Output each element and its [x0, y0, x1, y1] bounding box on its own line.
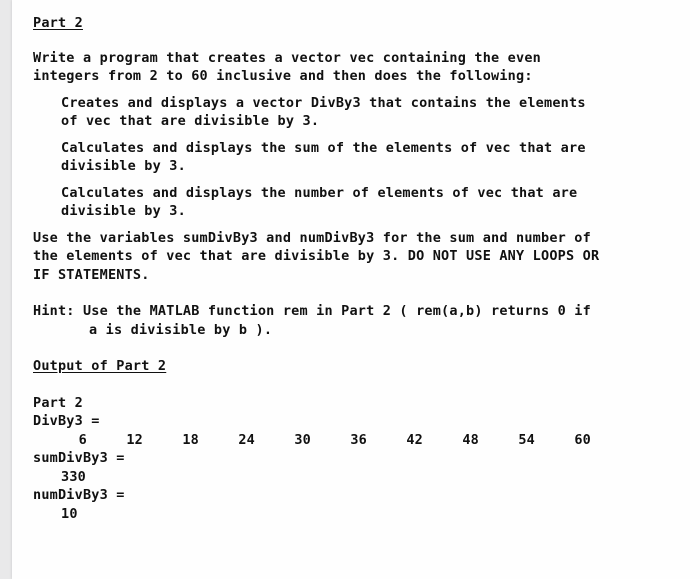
note-line: IF STATEMENTS.: [33, 266, 150, 283]
document-page: [12, 0, 700, 579]
hint-line: Hint: Use the MATLAB function rem in Part 2 ( rem(a,b) returns 0 if: [33, 303, 591, 319]
note-line: Use the variables sumDivBy3 and numDivBy3 for the sum and number of: [33, 229, 591, 246]
task-line: divisible by 3.: [61, 158, 186, 174]
output-block: [33, 394, 683, 524]
hint-line: a is divisible by b ).: [89, 321, 273, 338]
task-item: [33, 94, 683, 131]
sum-value: 330: [61, 468, 86, 485]
intro-line: Write a program that creates a vector vec containing the even: [33, 49, 541, 66]
intro-line: integers from 2 to 60 inclusive and then does the following:: [33, 68, 533, 84]
divby3-value: 6: [78, 431, 87, 448]
divby3-value: 12: [126, 431, 143, 448]
hint: [33, 302, 683, 339]
task-line: of vec that are divisible by 3.: [61, 113, 320, 129]
output-heading: Output of Part 2: [33, 358, 167, 374]
divby3-value: 54: [518, 431, 535, 448]
output-part-line: Part 2: [33, 394, 83, 411]
divby3-value: 18: [182, 431, 199, 448]
task-line: Creates and displays a vector DivBy3 that contains the elements: [61, 94, 586, 111]
num-value: 10: [61, 505, 78, 522]
task-item: [33, 184, 683, 221]
note-line: the elements of vec that are divisible by 3. DO NOT USE ANY LOOPS OR: [33, 248, 600, 264]
task-line: Calculates and displays the sum of the elements of vec that are: [61, 139, 586, 156]
part-title: Part 2: [33, 15, 83, 31]
task-item: [33, 139, 683, 176]
task-line: divisible by 3.: [61, 203, 186, 219]
num-label: numDivBy3 =: [33, 487, 125, 503]
divby3-value: 60: [574, 431, 591, 448]
divby3-value: 36: [350, 431, 367, 448]
divby3-label: DivBy3 =: [33, 413, 100, 429]
divby3-value: 30: [294, 431, 311, 448]
divby3-value: 24: [238, 431, 255, 448]
document-content: [33, 14, 683, 523]
intro-paragraph: [33, 49, 683, 86]
divby3-values: [33, 431, 683, 450]
divby3-value: 48: [462, 431, 479, 448]
divby3-value: 42: [406, 431, 423, 448]
variables-note: [33, 229, 683, 285]
task-line: Calculates and displays the number of elements of vec that are: [61, 184, 578, 201]
sum-label: sumDivBy3 =: [33, 450, 125, 466]
